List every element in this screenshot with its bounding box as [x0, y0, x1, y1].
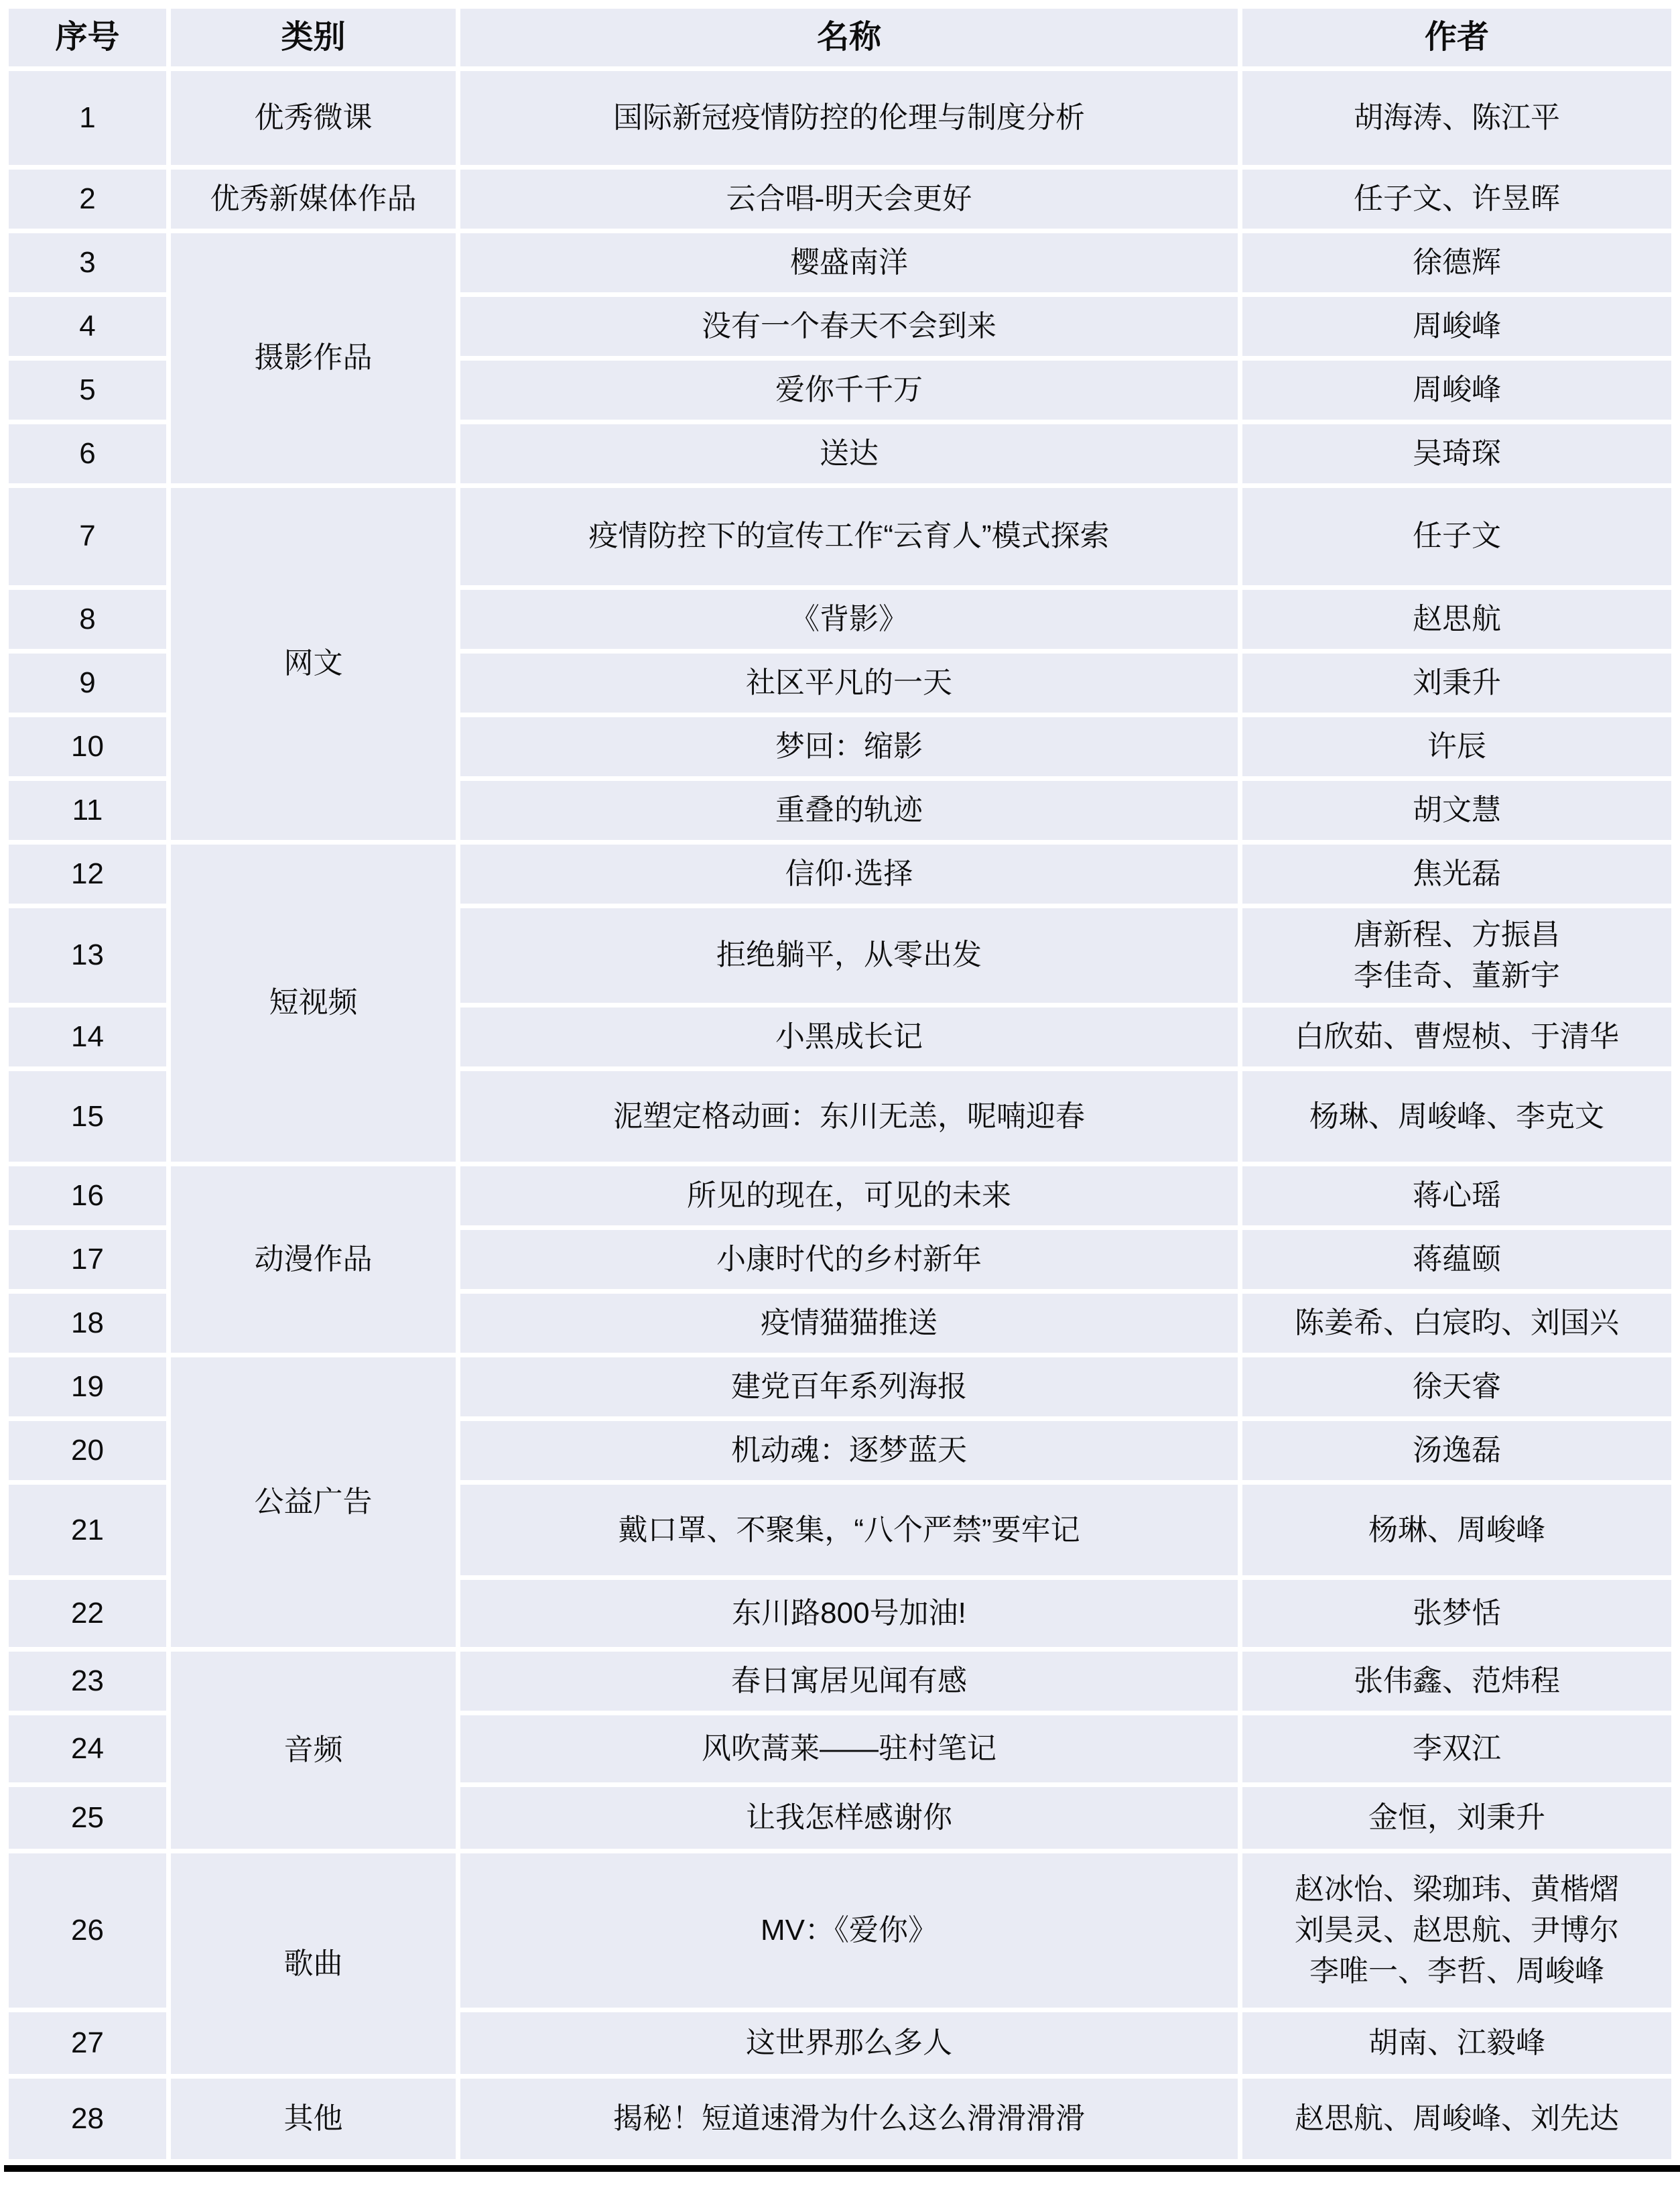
row-number-cell: 19 — [9, 1357, 166, 1416]
name-cell: 信仰·选择 — [460, 845, 1238, 904]
authors-cell: 陈姜希、白宸昀、刘国兴 — [1242, 1294, 1671, 1353]
author-line: 唐新程、方振昌 — [1354, 918, 1560, 951]
authors-cell: 杨琳、周峻峰、李克文 — [1242, 1071, 1671, 1162]
table-row — [9, 1853, 1671, 2008]
name-cell: 爱你千千万 — [460, 361, 1238, 420]
name-cell: 揭秘！短道速滑为什么这么滑滑滑滑 — [460, 2079, 1238, 2159]
row-number-cell: 3 — [9, 233, 166, 292]
row-number-cell: 22 — [9, 1580, 166, 1647]
category-cell: 公益广告 — [171, 1357, 456, 1647]
authors-cell: 任子文 — [1242, 488, 1671, 585]
row-number-cell: 9 — [9, 654, 166, 713]
authors-cell: 杨琳、周峻峰 — [1242, 1485, 1671, 1575]
name-cell: 送达 — [460, 424, 1238, 483]
author-line: 李佳奇、董新宇 — [1354, 959, 1560, 992]
row-number-cell: 15 — [9, 1071, 166, 1162]
authors-cell: 蒋蕴颐 — [1242, 1230, 1671, 1289]
category-cell: 优秀新媒体作品 — [171, 170, 456, 229]
name-cell: 风吹蒿莱——驻村笔记 — [460, 1715, 1238, 1782]
table-bottom-border — [4, 2165, 1680, 2172]
authors-cell: 许辰 — [1242, 717, 1671, 776]
row-number-cell: 17 — [9, 1230, 166, 1289]
name-cell: 樱盛南洋 — [460, 233, 1238, 292]
authors-cell: 徐天睿 — [1242, 1357, 1671, 1416]
name-cell: 拒绝躺平，从零出发 — [460, 908, 1238, 1003]
author-line: 赵冰怡、梁珈玮、黄楷熠 — [1295, 1873, 1619, 1906]
table-row — [9, 845, 1671, 904]
authors-cell: 汤逸磊 — [1242, 1421, 1671, 1480]
row-number-cell: 28 — [9, 2079, 166, 2159]
row-number-cell: 6 — [9, 424, 166, 483]
category-cell: 优秀微课 — [171, 71, 456, 165]
name-cell: 戴口罩、不聚集，“八个严禁”要牢记 — [460, 1485, 1238, 1575]
name-cell: 重叠的轨迹 — [460, 781, 1238, 840]
authors-cell: 胡海涛、陈江平 — [1242, 71, 1671, 165]
row-number-cell: 24 — [9, 1715, 166, 1782]
author-line: 李唯一、李哲、周峻峰 — [1309, 1954, 1604, 1987]
row-number-cell: 1 — [9, 71, 166, 165]
author-line: 刘昊灵、赵思航、尹博尔 — [1295, 1914, 1619, 1947]
category-cell: 摄影作品 — [171, 233, 456, 483]
name-cell: 东川路800号加油! — [460, 1580, 1238, 1647]
authors-cell — [1242, 908, 1671, 1003]
name-cell: 让我怎样感谢你 — [460, 1787, 1238, 1849]
row-number-cell: 8 — [9, 590, 166, 649]
row-number-cell: 18 — [9, 1294, 166, 1353]
category-cell: 音频 — [171, 1652, 456, 1849]
name-cell: 《背影》 — [460, 590, 1238, 649]
row-number-cell: 27 — [9, 2012, 166, 2074]
row-number-cell: 26 — [9, 1853, 166, 2008]
name-cell: 这世界那么多人 — [460, 2012, 1238, 2074]
row-number-cell: 2 — [9, 170, 166, 229]
row-number-cell: 7 — [9, 488, 166, 585]
name-cell: 疫情防控下的宣传工作“云育人”模式探索 — [460, 488, 1238, 585]
authors-cell: 胡南、江毅峰 — [1242, 2012, 1671, 2074]
row-number-cell: 21 — [9, 1485, 166, 1575]
header-row — [9, 9, 1671, 66]
authors-cell: 胡文慧 — [1242, 781, 1671, 840]
table-row — [9, 2079, 1671, 2159]
awards-table — [4, 4, 1676, 2164]
table-row — [9, 488, 1671, 585]
table-row — [9, 1166, 1671, 1225]
authors-cell: 吴琦琛 — [1242, 424, 1671, 483]
name-cell: 国际新冠疫情防控的伦理与制度分析 — [460, 71, 1238, 165]
row-number-cell: 23 — [9, 1652, 166, 1711]
table-row — [9, 233, 1671, 292]
name-cell: 没有一个春天不会到来 — [460, 297, 1238, 356]
authors-cell: 赵思航、周峻峰、刘先达 — [1242, 2079, 1671, 2159]
table-row — [9, 1357, 1671, 1416]
header-cell-name: 名称 — [460, 9, 1238, 66]
authors-cell — [1242, 1853, 1671, 2008]
row-number-cell: 11 — [9, 781, 166, 840]
row-number-cell: 10 — [9, 717, 166, 776]
authors-cell: 周峻峰 — [1242, 297, 1671, 356]
table-row — [9, 170, 1671, 229]
name-cell: 泥塑定格动画：东川无恙，呢喃迎春 — [460, 1071, 1238, 1162]
category-cell: 动漫作品 — [171, 1166, 456, 1353]
name-cell: 社区平凡的一天 — [460, 654, 1238, 713]
authors-cell: 蒋心瑶 — [1242, 1166, 1671, 1225]
authors-cell: 焦光磊 — [1242, 845, 1671, 904]
authors-cell: 金恒，刘秉升 — [1242, 1787, 1671, 1849]
table-row — [9, 1652, 1671, 1711]
authors-cell: 赵思航 — [1242, 590, 1671, 649]
row-number-cell: 4 — [9, 297, 166, 356]
name-cell: 梦回：缩影 — [460, 717, 1238, 776]
authors-cell: 张梦恬 — [1242, 1580, 1671, 1647]
header-cell-category: 类别 — [171, 9, 456, 66]
row-number-cell: 16 — [9, 1166, 166, 1225]
name-cell: 机动魂：逐梦蓝天 — [460, 1421, 1238, 1480]
authors-cell: 任子文、许昱晖 — [1242, 170, 1671, 229]
header-cell-author: 作者 — [1242, 9, 1671, 66]
table-row — [9, 71, 1671, 165]
authors-cell: 徐德辉 — [1242, 233, 1671, 292]
name-cell: MV：《爱你》 — [460, 1853, 1238, 2008]
category-cell: 歌曲 — [171, 1853, 456, 2074]
category-cell: 短视频 — [171, 845, 456, 1162]
authors-cell: 李双江 — [1242, 1715, 1671, 1782]
category-cell: 网文 — [171, 488, 456, 840]
name-cell: 云合唱-明天会更好 — [460, 170, 1238, 229]
row-number-cell: 13 — [9, 908, 166, 1003]
name-cell: 疫情猫猫推送 — [460, 1294, 1238, 1353]
row-number-cell: 14 — [9, 1007, 166, 1066]
header-cell-no: 序号 — [9, 9, 166, 66]
row-number-cell: 5 — [9, 361, 166, 420]
name-cell: 所见的现在，可见的未来 — [460, 1166, 1238, 1225]
row-number-cell: 12 — [9, 845, 166, 904]
name-cell: 小黑成长记 — [460, 1007, 1238, 1066]
name-cell: 建党百年系列海报 — [460, 1357, 1238, 1416]
row-number-cell: 20 — [9, 1421, 166, 1480]
row-number-cell: 25 — [9, 1787, 166, 1849]
category-cell: 其他 — [171, 2079, 456, 2159]
authors-cell: 周峻峰 — [1242, 361, 1671, 420]
name-cell: 小康时代的乡村新年 — [460, 1230, 1238, 1289]
authors-cell: 白欣茹、曹煜桢、于清华 — [1242, 1007, 1671, 1066]
name-cell: 春日寓居见闻有感 — [460, 1652, 1238, 1711]
authors-cell: 张伟鑫、范炜程 — [1242, 1652, 1671, 1711]
authors-cell: 刘秉升 — [1242, 654, 1671, 713]
